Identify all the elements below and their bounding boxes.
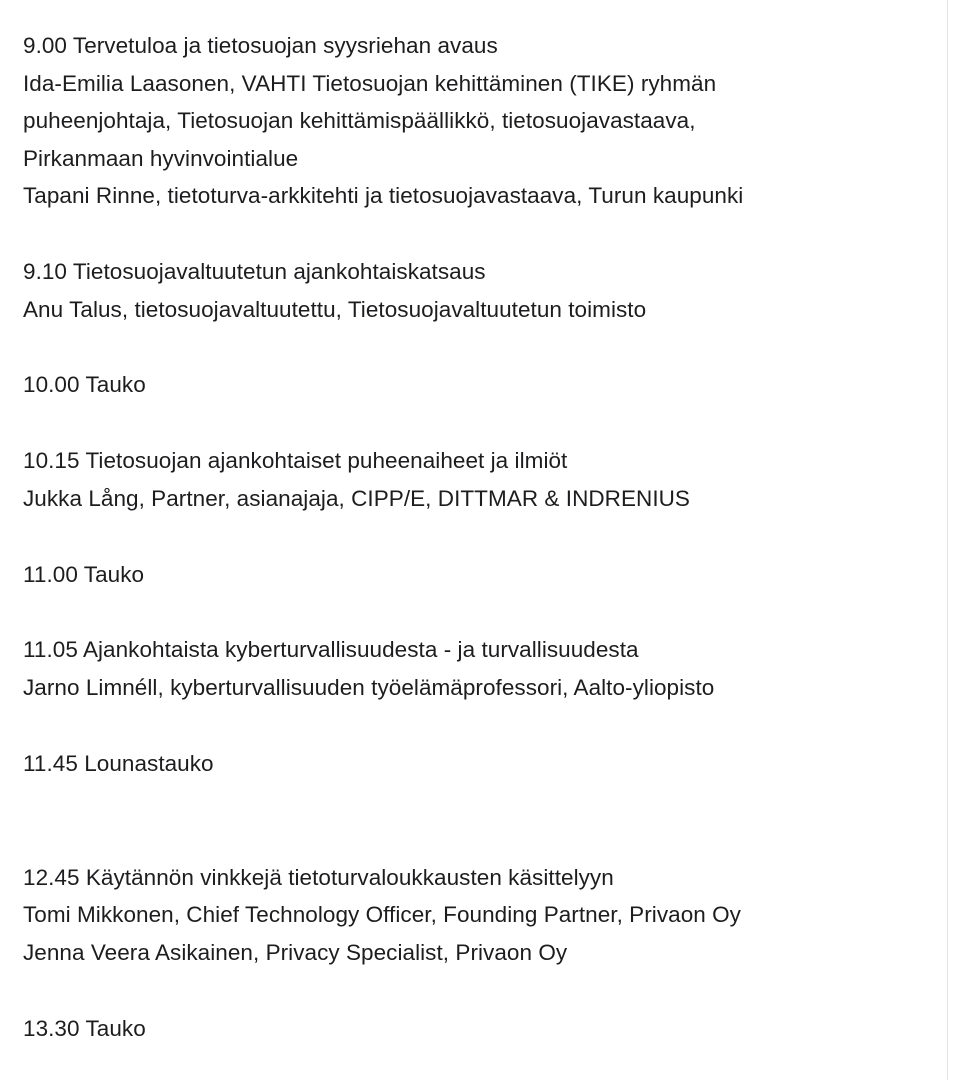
speaker-line: Jenna Veera Asikainen, Privacy Specialist, Privaon Oy xyxy=(23,940,568,965)
agenda-title: Tervetuloa ja tietosuojan syysriehan avaus xyxy=(72,33,498,58)
agenda-time: 10.15 xyxy=(23,448,80,473)
speaker-line: Pirkanmaan hyvinvointialue xyxy=(23,146,299,171)
agenda-title: Tauko xyxy=(83,562,145,587)
agenda-item-title xyxy=(23,636,639,664)
agenda-item-title xyxy=(23,447,567,475)
agenda-item-title xyxy=(23,561,144,589)
agenda-time: 12.45 xyxy=(23,865,80,890)
speaker-line: Jukka Lång, Partner, asianajaja, CIPP/E, DITTMAR & INDRENIUS xyxy=(23,486,690,511)
agenda-item-title xyxy=(23,258,486,286)
agenda-title: Käytännön vinkkejä tietoturvaloukkausten käsittelyyn xyxy=(85,865,614,890)
agenda-time: 9.00 xyxy=(23,33,67,58)
agenda-time: 11.05 xyxy=(23,637,78,662)
agenda-item-title xyxy=(23,750,214,778)
agenda-time: 11.00 xyxy=(23,562,78,587)
agenda-title: Tietosuojan ajankohtaiset puheenaiheet ja ilmiöt xyxy=(85,448,568,473)
agenda-time: 9.10 xyxy=(23,259,67,284)
agenda-title: Tauko xyxy=(85,1016,146,1041)
agenda-item-title xyxy=(23,32,498,60)
agenda-time: 11.45 xyxy=(23,751,78,776)
agenda-item-title xyxy=(23,1015,146,1043)
speaker-line: Tomi Mikkonen, Chief Technology Officer, Founding Partner, Privaon Oy xyxy=(23,902,741,927)
agenda-title: Tauko xyxy=(85,372,146,397)
agenda-title: Tietosuojavaltuutetun ajankohtaiskatsaus xyxy=(72,259,486,284)
agenda-time: 10.00 xyxy=(23,372,80,397)
agenda-item-title xyxy=(23,371,146,399)
agenda-item-title xyxy=(23,864,614,892)
scrollbar-track[interactable] xyxy=(947,0,960,1080)
speaker-line: Jarno Limnéll, kyberturvallisuuden työelämäprofessori, Aalto-yliopisto xyxy=(23,675,715,700)
agenda-time: 13.30 xyxy=(23,1016,80,1041)
speaker-line: Tapani Rinne, tietoturva-arkkitehti ja tietosuojavastaava, Turun kaupunki xyxy=(23,183,744,208)
agenda-title: Lounastauko xyxy=(84,751,214,776)
agenda-title: Ajankohtaista kyberturvallisuudesta - ja turvallisuudesta xyxy=(82,637,639,662)
speaker-line: puheenjohtaja, Tietosuojan kehittämispäällikkö, tietosuojavastaava, xyxy=(23,108,696,133)
speaker-line: Anu Talus, tietosuojavaltuutettu, Tietosuojavaltuutetun toimisto xyxy=(23,297,647,322)
speaker-line: Ida-Emilia Laasonen, VAHTI Tietosuojan kehittäminen (TIKE) ryhmän xyxy=(23,71,717,96)
